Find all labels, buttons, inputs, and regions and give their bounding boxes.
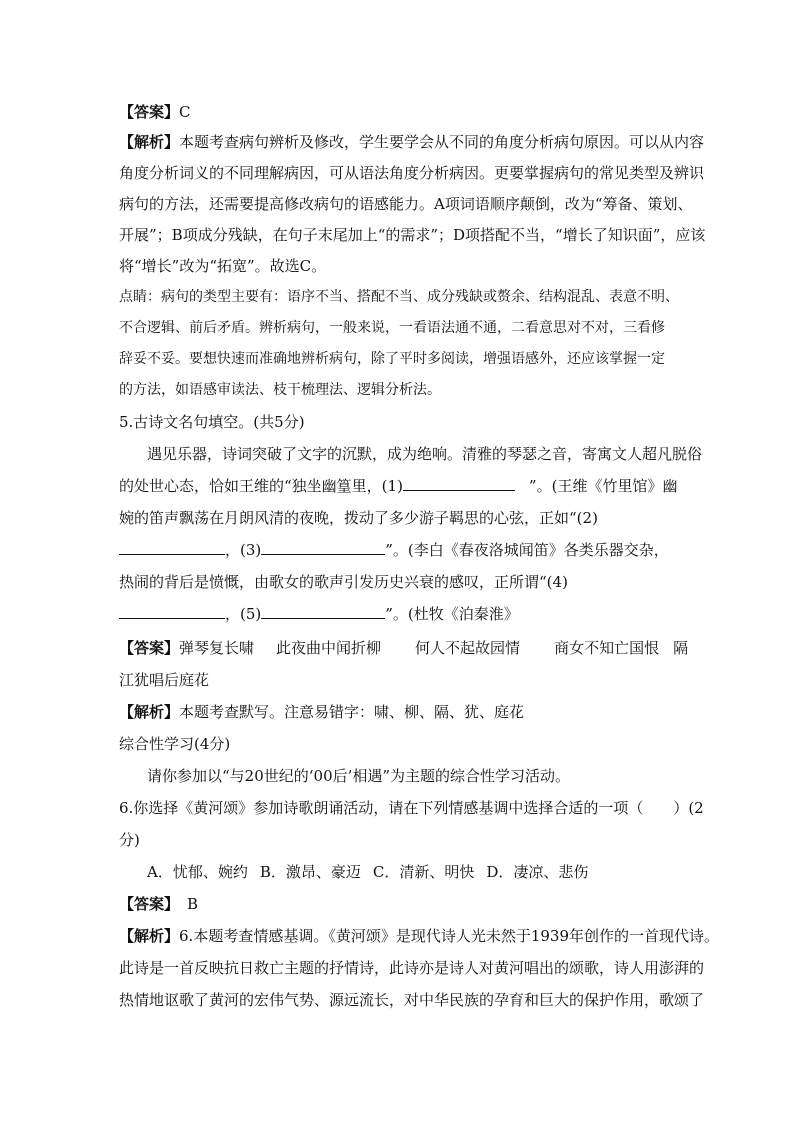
study-intro: 请你参加以“与20世纪的‘00后’相遇”为主题的综合性学习活动。 bbox=[147, 767, 571, 785]
q5-text-line: 遇见乐器，诗词突破了文字的沉默，成为绝响。清雅的琴瑟之音，寄寓文人超凡脱俗 bbox=[147, 445, 703, 463]
analysis-tag: 【解析】 bbox=[119, 133, 180, 151]
q4-analysis-line: 角度分析词义的不同理解病因，可从语法角度分析病因。更要掌握病句的常见类型及辨识 bbox=[119, 164, 705, 182]
answer-tag: 【答案】 bbox=[119, 895, 180, 913]
q5-title: 5.古诗文名句填空。(共5分) bbox=[119, 413, 305, 431]
q4-tip-line: 的方法，如语感审读法、枝干梳理法、逻辑分析法。 bbox=[119, 382, 441, 398]
option-b: B．激昂、豪迈 bbox=[259, 863, 361, 881]
answer-value: C bbox=[179, 103, 191, 121]
analysis-tag: 【解析】 bbox=[119, 703, 180, 721]
answer-value: B bbox=[187, 895, 199, 913]
fill-blank-3[interactable] bbox=[261, 540, 385, 555]
q4-analysis-line: 病句的方法，还需要提高修改病句的语感能力。A项词语顺序颠倒，改为“筹备、策划、 bbox=[119, 195, 693, 213]
answer-item: 何人不起故园情 bbox=[415, 639, 521, 657]
q5-text-line: 的处世心态，恰如王维的“独坐幽篁里，(1) ”。(王维《竹里馆》幽 bbox=[119, 477, 678, 495]
q5-answer bbox=[119, 638, 688, 658]
answer-item: 隔 bbox=[673, 639, 689, 657]
q4-tip-line: 点睛：病句的类型主要有：语序不当、搭配不当、成分残缺或赘余、结构混乱、表意不明、 bbox=[119, 289, 679, 305]
fill-blank-5[interactable] bbox=[261, 604, 385, 619]
fill-blank-2[interactable] bbox=[119, 540, 225, 555]
study-title: 综合性学习(4分) bbox=[119, 735, 231, 753]
q6-analysis-line: 【解析】6.本题考查情感基调。《黄河颂》是现代诗人光未然于1939年创作的一首现代诗。 bbox=[119, 927, 720, 945]
option-a: A．忧郁、婉约 bbox=[147, 863, 248, 881]
option-d: D．凄凉、悲伤 bbox=[486, 863, 589, 881]
answer-item: 弹琴复长啸 bbox=[179, 639, 255, 657]
q5-analysis: 【解析】本题考查默写。注意易错字：啸、柳、隔、犹、庭花 bbox=[119, 703, 525, 721]
answer-item: 商女不知亡国恨 bbox=[554, 639, 660, 657]
fill-blank-1[interactable] bbox=[403, 476, 515, 491]
q4-answer bbox=[119, 102, 191, 122]
q4-analysis-line: 将“增长”改为“拓宽”。故选C。 bbox=[119, 257, 327, 275]
q6-options bbox=[147, 862, 588, 882]
q4-analysis-line: 【解析】本题考查病句辨析及修改，学生要学会从不同的角度分析病句原因。可以从内容 bbox=[119, 133, 705, 151]
answer-item: 此夜曲中闻折柳 bbox=[276, 639, 382, 657]
q5-text-line: ，(3) ”。(李白《春夜洛城闻笛》各类乐器交杂， bbox=[119, 540, 669, 560]
option-c: C．清新、明快 bbox=[372, 863, 475, 881]
q5-text-line: 婉的笛声飘荡在月朗风清的夜晚，拨动了多少游子羁思的心弦，正如“(2) bbox=[119, 509, 598, 527]
q6-answer bbox=[119, 894, 198, 914]
q5-text-line: 热闹的背后是愤慨，由歌女的歌声引发历史兴衰的感叹，正所谓“(4) bbox=[119, 573, 568, 591]
analysis-tag: 【解析】 bbox=[119, 927, 180, 945]
q6-stem: 6.你选择《黄河颂》参加诗歌朗诵活动，请在下列情感基调中选择合适的一项（ ）(2 bbox=[119, 799, 704, 817]
q6-analysis-line: 此诗是一首反映抗日救亡主题的抒情诗，此诗亦是诗人对黄河唱出的颂歌，诗人用澎湃的 bbox=[119, 959, 705, 977]
q6-stem-cont: 分) bbox=[119, 831, 140, 849]
q4-tip-line: 辞妥不妥。要想快速而准确地辨析病句，除了平时多阅读，增强语感外，还应该掌握一定 bbox=[119, 351, 665, 367]
q4-tip-line: 不合逻辑、前后矛盾。辨析病句，一般来说，一看语法通不通，二看意思对不对，三看修 bbox=[119, 320, 665, 336]
answer-tag: 【答案】 bbox=[119, 639, 180, 657]
q5-text-line: ，(5) ”。(杜牧《泊秦淮》 bbox=[119, 604, 519, 624]
answer-tag: 【答案】 bbox=[119, 103, 180, 121]
q4-analysis-line: 开展”；B项成分残缺，在句子末尾加上“的需求”；D项搭配不当，“增长了知识面”，应该 bbox=[119, 226, 706, 244]
q6-analysis-line: 热情地讴歌了黄河的宏伟气势、源远流长，对中华民族的孕育和巨大的保护作用，歌颂了 bbox=[119, 991, 705, 1009]
q5-answer-cont: 江犹唱后庭花 bbox=[119, 671, 210, 689]
fill-blank-4[interactable] bbox=[119, 604, 225, 619]
